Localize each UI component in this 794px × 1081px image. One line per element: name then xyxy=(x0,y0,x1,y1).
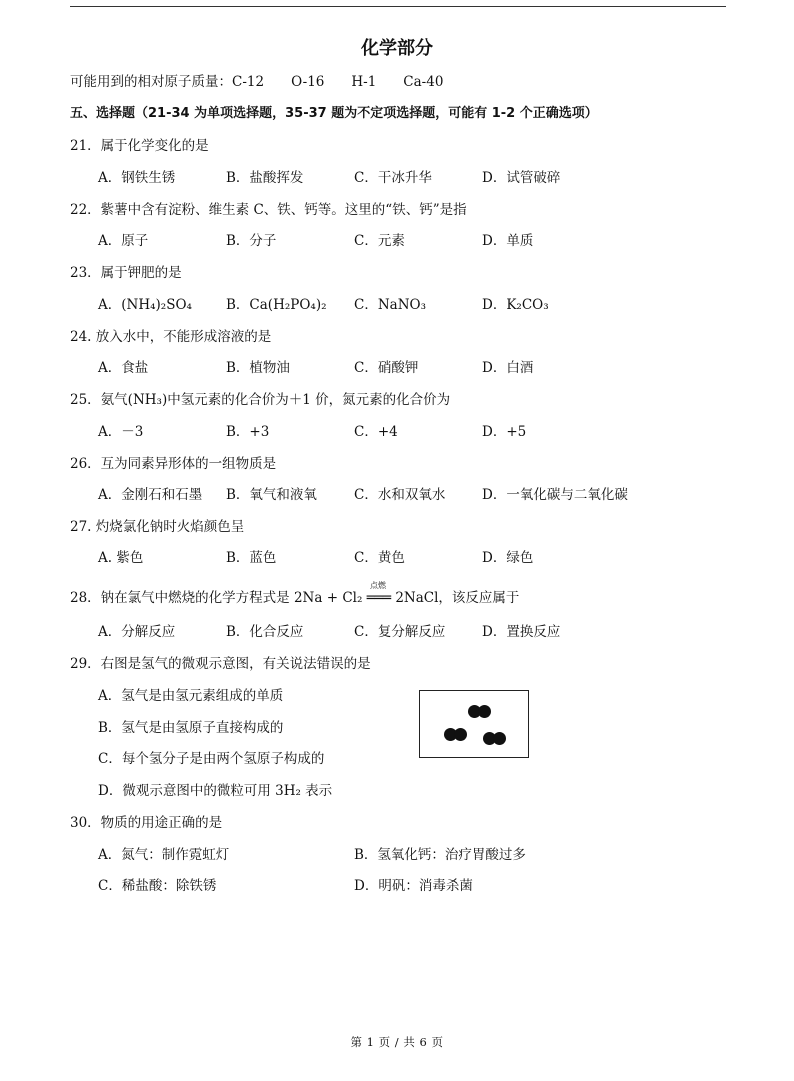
question-23-option-c: C．NaNO₃ xyxy=(354,297,426,313)
hydrogen-molecule-diagram xyxy=(419,690,529,758)
question-24-option-a: A．食盐 xyxy=(98,360,149,376)
question-26-option-c: C．水和双氧水 xyxy=(354,487,446,503)
question-27-option-b: B．蓝色 xyxy=(226,550,277,566)
question-27-stem: 27. 灼烧氯化钠时火焰颜色呈 xyxy=(70,519,245,535)
question-29-stem: 29．右图是氢气的微观示意图，有关说法错误的是 xyxy=(70,656,371,672)
question-29-option-c: C．每个氢分子是由两个氢原子构成的 xyxy=(98,751,325,767)
question-25-option-d: D．+5 xyxy=(482,424,527,440)
question-27-option-c: C．黄色 xyxy=(354,550,405,566)
question-23-option-d: D．K₂CO₃ xyxy=(482,297,549,313)
question-23-option-a: A．(NH₄)₂SO₄ xyxy=(98,297,192,313)
question-22-option-d: D．单质 xyxy=(482,233,534,249)
question-22-option-c: C．元素 xyxy=(354,233,405,249)
question-27-option-d: D．绿色 xyxy=(482,550,534,566)
question-22-option-a: A．原子 xyxy=(98,233,149,249)
header-rule xyxy=(70,6,726,7)
question-25-option-a: A．－3 xyxy=(98,424,144,440)
question-29-option-b: B．氢气是由氢原子直接构成的 xyxy=(98,720,284,736)
hydrogen-atom xyxy=(454,728,467,741)
page-title: 化学部分 xyxy=(361,38,433,59)
question-27-option-a: A. 紫色 xyxy=(98,550,144,566)
question-22-stem: 22．紫薯中含有淀粉、维生素 C、铁、钙等。这里的“铁、钙”是指 xyxy=(70,202,467,218)
question-26-option-a: A．金刚石和石墨 xyxy=(98,487,203,503)
question-28-option-d: D．置换反应 xyxy=(482,624,561,640)
question-30-stem: 30．物质的用途正确的是 xyxy=(70,815,223,831)
question-28-option-c: C．复分解反应 xyxy=(354,624,446,640)
question-29-option-a: A．氢气是由氢元素组成的单质 xyxy=(98,688,284,704)
question-29-option-d: D．微观示意图中的微粒可用 3H₂ 表示 xyxy=(98,783,333,799)
question-26-stem: 26．互为同素异形体的一组物质是 xyxy=(70,456,277,472)
question-30-option-d: D．明矾：消毒杀菌 xyxy=(354,878,473,894)
question-24-stem: 24. 放入水中，不能形成溶液的是 xyxy=(70,329,272,345)
question-28-stem: 28．钠在氯气中燃烧的化学方程式是 2Na + Cl₂ ═══ 2NaCl，该反应属于 xyxy=(70,590,520,606)
question-24-option-b: B．植物油 xyxy=(226,360,290,376)
question-23-stem: 23．属于钾肥的是 xyxy=(70,265,182,281)
question-26-option-d: D．一氧化碳与二氧化碳 xyxy=(482,487,628,503)
question-21-option-c: C．干冰升华 xyxy=(354,170,432,186)
question-24-option-d: D．白酒 xyxy=(482,360,534,376)
question-25-option-b: B．+3 xyxy=(226,424,270,440)
question-30-option-b: B．氢氧化钙：治疗胃酸过多 xyxy=(354,847,526,863)
question-23-option-b: B．Ca(H₂PO₄)₂ xyxy=(226,297,327,313)
question-25-stem: 25．氨气(NH₃)中氢元素的化合价为＋1 价，氮元素的化合价为 xyxy=(70,392,451,408)
question-28-option-a: A．分解反应 xyxy=(98,624,176,640)
question-21-option-a: A．钢铁生锈 xyxy=(98,170,176,186)
page-footer: 第 1 页 / 共 6 页 xyxy=(350,1035,444,1049)
question-22-option-b: B．分子 xyxy=(226,233,277,249)
question-28-option-b: B．化合反应 xyxy=(226,624,304,640)
hydrogen-atom xyxy=(478,705,491,718)
section-heading: 五、选择题（21-34 为单项选择题，35-37 题为不定项选择题，可能有 1-2 个正确选项） xyxy=(70,106,598,121)
question-26-option-b: B．氧气和液氧 xyxy=(226,487,317,503)
question-21-option-d: D．试管破碎 xyxy=(482,170,561,186)
question-30-option-a: A．氮气：制作霓虹灯 xyxy=(98,847,230,863)
question-24-option-c: C．硝酸钾 xyxy=(354,360,419,376)
question-21-stem: 21．属于化学变化的是 xyxy=(70,138,209,154)
atomic-mass-line: 可能用到的相对原子质量：C-12 O-16 H-1 Ca-40 xyxy=(70,74,444,90)
question-25-option-c: C．+4 xyxy=(354,424,398,440)
hydrogen-atom xyxy=(493,732,506,745)
question-30-option-c: C．稀盐酸：除铁锈 xyxy=(98,878,217,894)
question-21-option-b: B．盐酸挥发 xyxy=(226,170,304,186)
reaction-condition-label: 点燃 xyxy=(370,581,386,590)
